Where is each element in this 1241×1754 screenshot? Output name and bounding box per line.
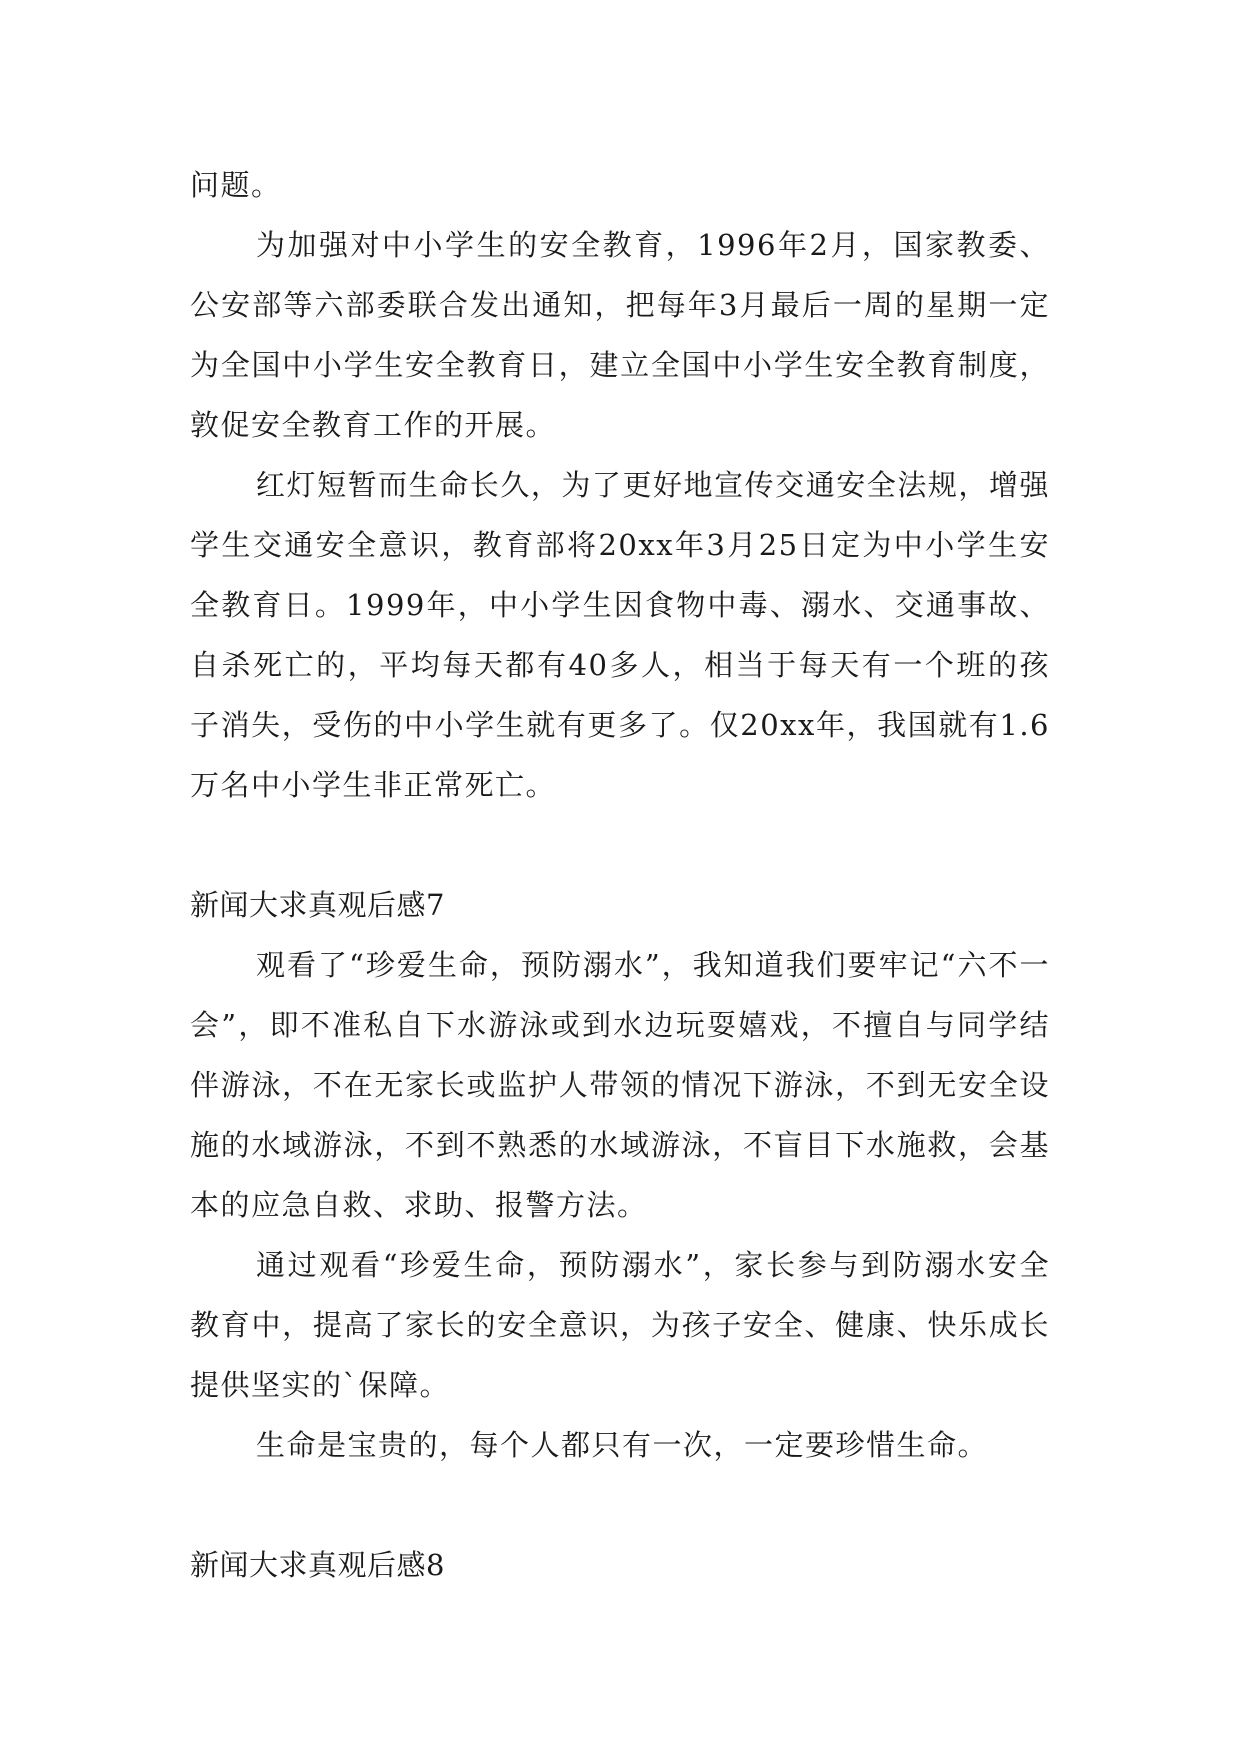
section-gap: [190, 1475, 1050, 1535]
paragraph-continuation: 问题。: [190, 168, 282, 202]
paragraph-drowning-prevention: 观看了“珍爱生命，预防溺水”，我知道我们要牢记“六不一会”，即不准私自下水游泳或到水边玩耍嬉戏，不擅自与同学结伴游泳，不在无家长或监护人带领的情况下游泳，不到无安全设施的水域游泳，不到不熟悉的水域游泳，不盲目下水施救，会基本的应急自救、求助、报警方法。: [190, 948, 1050, 1222]
document-body: [190, 155, 1050, 1595]
paragraph-traffic-safety: 红灯短暂而生命长久，为了更好地宣传交通安全法规，增强学生交通安全意识，教育部将20xx年3月25日定为中小学生安全教育日。1999年，中小学生因食物中毒、溺水、交通事故、自杀死亡的，平均每天都有40多人，相当于每天有一个班的孩子消失，受伤的中小学生就有更多了。仅20xx年，我国就有1.6万名中小学生非正常死亡。: [190, 468, 1050, 802]
section-heading-8: 新闻大求真观后感8: [190, 1548, 445, 1582]
section-heading-7: 新闻大求真观后感7: [190, 888, 445, 922]
section-gap: [190, 815, 1050, 875]
paragraph-education-day-1996: 为加强对中小学生的安全教育，1996年2月，国家教委、公安部等六部委联合发出通知，把每年3月最后一周的星期一定为全国中小学生安全教育日，建立全国中小学生安全教育制度，敦促安全教育工作的开展。: [190, 228, 1050, 442]
paragraph-cherish-life: 生命是宝贵的，每个人都只有一次，一定要珍惜生命。: [256, 1428, 989, 1462]
paragraph-parent-participation: 通过观看“珍爱生命，预防溺水”，家长参与到防溺水安全教育中，提高了家长的安全意识，为孩子安全、健康、快乐成长提供坚实的`保障。: [190, 1248, 1050, 1402]
